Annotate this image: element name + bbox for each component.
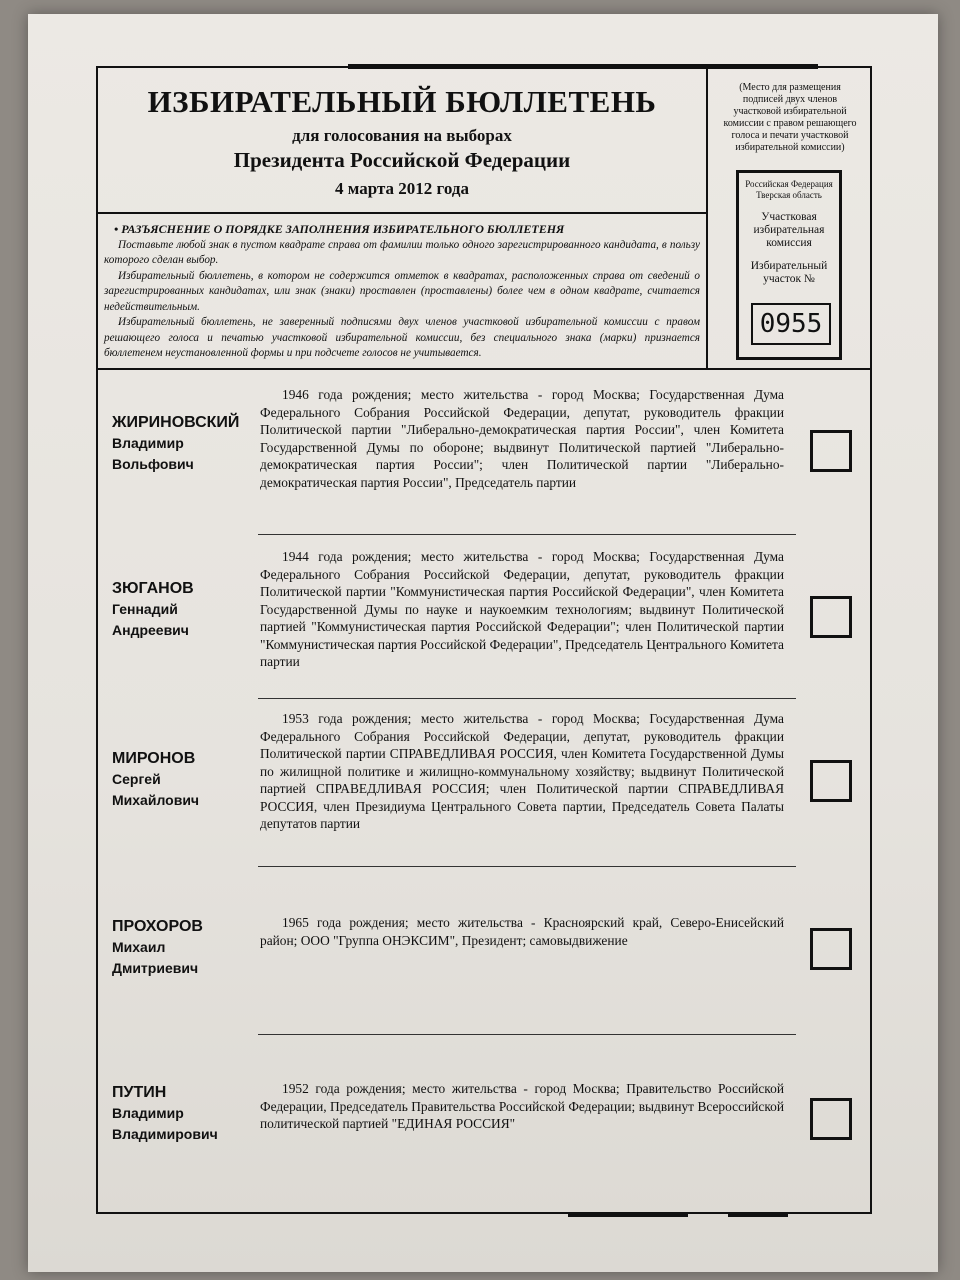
candidate-surname: МИРОНОВ <box>112 750 196 767</box>
ballot-title: ИЗБИРАТЕЛЬНЫЙ БЮЛЛЕТЕНЬ <box>147 84 657 119</box>
explanation-block <box>98 214 708 368</box>
vote-checkbox[interactable] <box>810 760 852 802</box>
candidate-first-name: Сергей <box>112 771 161 787</box>
bottom-marker-bar <box>568 1213 688 1217</box>
ballot-header <box>98 68 708 214</box>
candidate-name <box>112 412 239 475</box>
candidate-patronymic: Дмитриевич <box>112 960 199 976</box>
candidate-name <box>112 578 194 641</box>
polling-station-number: 0955 <box>751 303 831 345</box>
commission-stamp <box>736 170 842 360</box>
explanation-title: • РАЗЪЯСНЕНИЕ О ПОРЯДКЕ ЗАПОЛНЕНИЯ ИЗБИРАТЕЛЬНОГО БЮЛЛЕТЕНЯ <box>114 222 565 236</box>
candidate-patronymic: Вольфович <box>112 456 194 472</box>
candidate-bio: 1944 года рождения; место жительства - город Москва; Государственная Дума Федерального Собрания Российской Федерации, депутат, руководитель фракции Политической партии "Коммунистическая партия Российской Федерации", член Комитета Государственной Думы по науке и наукоемким технологиям; выдвинут Политической партией "Коммунистическая партия Российской Федерации"; член Политической партии "Коммунистическая партия Российской Федерации", Председатель Центрального Комитета партии <box>260 549 784 669</box>
ballot-election: Президента Российской Федерации <box>233 148 571 172</box>
stamp-line-3: Участковая <box>761 211 817 223</box>
candidate-surname: ПУТИН <box>112 1084 167 1101</box>
candidate-name <box>112 748 199 811</box>
candidate-bio: 1953 года рождения; место жительства - город Москва; Государственная Дума Федерального Собрания Российской Федерации, депутат, руководитель фракции Политической партии СПРАВЕДЛИВАЯ РОССИЯ, член Комитета Государственной Думы по жилищной политике и жилищно-коммунальному хозяйству; выдвинут Политической партией СПРАВЕДЛИВАЯ РОССИЯ; член Политической партии СПРАВЕДЛИВАЯ РОССИЯ, член Президиума Центрального Совета партии, Председатель Совета Палаты депутатов партии <box>260 711 784 831</box>
vote-checkbox[interactable] <box>810 596 852 638</box>
vote-checkbox[interactable] <box>810 928 852 970</box>
candidate-separator <box>258 698 796 699</box>
stamp-line-7: участок № <box>763 273 815 285</box>
candidate-bio: 1946 года рождения; место жительства - город Москва; Государственная Дума Федерального Собрания Российской Федерации, депутат, руководитель фракции Политической партии "Либерально-демократическая партия России", член Комитета Государственной Думы по обороне; выдвинут Политической партией "Либерально-демократическая партия России"; член Политической партии "Либерально-демократическая партия России", Председатель партии <box>260 387 784 490</box>
stamp-region: Тверская область <box>756 190 822 200</box>
ballot-frame <box>96 66 872 1214</box>
candidate-name <box>112 1082 218 1145</box>
signature-place-note: (Место для размещения подписей двух членов участковой избирательной комиссии с правом решающего голоса и печати участковой избирательной комиссии) <box>723 82 857 153</box>
candidate-separator <box>258 534 796 535</box>
candidate-patronymic: Михайлович <box>112 792 200 808</box>
candidate-bio: 1965 года рождения; место жительства - Красноярский край, Северо-Енисейский район; ООО "Группа ОНЭКСИМ", Президент; самовыдвижение <box>260 915 784 948</box>
vote-checkbox[interactable] <box>810 430 852 472</box>
explanation-title-text: РАЗЪЯСНЕНИЕ О ПОРЯДКЕ ЗАПОЛНЕНИЯ ИЗБИРАТЕЛЬНОГО БЮЛЛЕТЕНЯ <box>121 222 565 236</box>
explanation-paragraph-1: Поставьте любой знак в пустом квадрате справа от фамилии только одного зарегистрированного кандидата, в пользу которого сделан выбор. <box>104 238 700 266</box>
vote-checkbox[interactable] <box>810 1098 852 1140</box>
candidate-name <box>112 916 203 979</box>
candidate-bio: 1952 года рождения; место жительства - город Москва; Правительство Российской Федерации, Председатель Правительства Российской Федерации; выдвинут Всероссийской политической партией "ЕДИНАЯ РОССИЯ" <box>260 1081 784 1131</box>
stamp-line-6: Избирательный <box>750 260 828 272</box>
bottom-marker-bar-2 <box>728 1212 788 1217</box>
candidate-first-name: Михаил <box>112 939 166 955</box>
candidate-patronymic: Андреевич <box>112 622 189 638</box>
explanation-paragraph-3: Избирательный бюллетень, не заверенный подписями двух членов участковой избирательной комиссии с правом решающего голоса и печатью участковой избирательной комиссии, без специального знака (марки) признается бюллетенем неустановленной формы и при подсчете голосов не учитывается. <box>104 316 700 359</box>
ballot-date: 4 марта 2012 года <box>335 179 469 198</box>
stamp-country: Российская Федерация <box>745 179 833 189</box>
candidate-surname: ЗЮГАНОВ <box>112 580 194 597</box>
candidate-first-name: Владимир <box>112 435 184 451</box>
candidate-patronymic: Владимирович <box>112 1126 218 1142</box>
candidate-first-name: Геннадий <box>112 601 178 617</box>
candidate-separator <box>258 1034 796 1035</box>
stamp-line-5: комиссия <box>766 237 812 249</box>
ballot-subtitle: для голосования на выборах <box>292 126 512 145</box>
candidate-separator <box>258 866 796 867</box>
candidate-first-name: Владимир <box>112 1105 184 1121</box>
candidates-divider <box>98 368 870 370</box>
stamp-line-4: избирательная <box>753 224 825 236</box>
explanation-paragraph-2: Избирательный бюллетень, в котором не содержится отметок в квадратах, расположенных справа от сведений о зарегистрированных кандидатах, или знак (знаки) проставлен (проставлены) более чем в одном квадрате, считается недействительным. <box>104 269 700 313</box>
candidate-surname: ЖИРИНОВСКИЙ <box>112 414 240 431</box>
candidate-surname: ПРОХОРОВ <box>112 918 203 935</box>
